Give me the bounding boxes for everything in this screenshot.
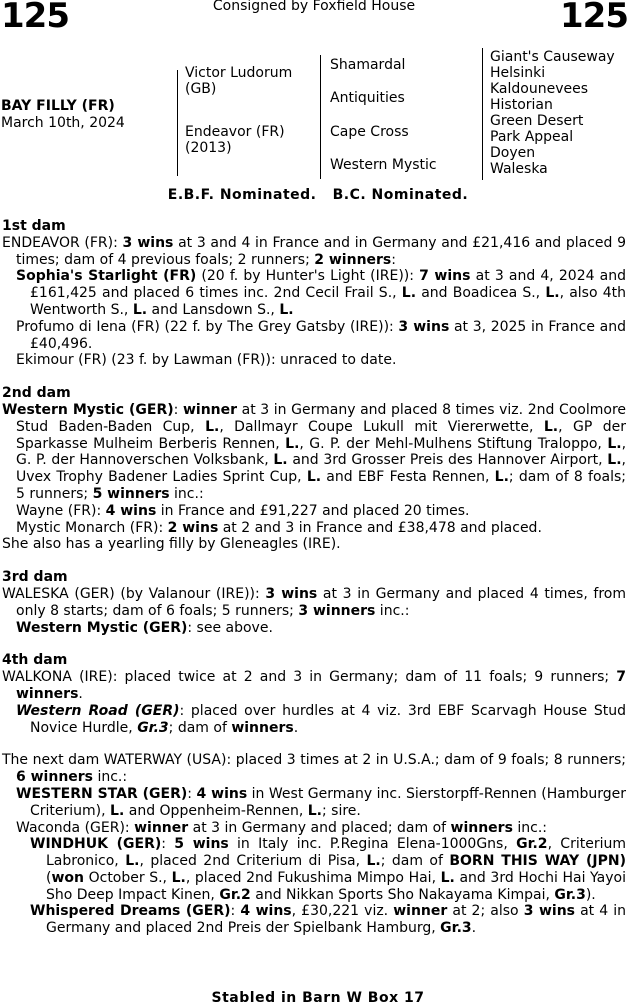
grandparent-1: Shamardal [330,57,406,73]
horse-name: BAY FILLY (FR) [1,98,115,114]
grandparent-2: Antiquities [330,90,405,106]
great-grandparent-7: Doyen [490,145,536,161]
stabling-info: Stabled in Barn W Box 17 [211,990,425,1006]
lot-number-left: 125 [1,0,69,36]
fourth-dam-heading: 4th dam [2,652,68,669]
horse-dob: March 10th, 2024 [1,115,125,131]
third-dam-entry: WALESKA (GER) (by Valanour (IRE)): 3 wins at 3 in Germany and placed 4 times, from only 8 starts; dam of 6 foals; 5 runners; 3 winners inc.: [2,585,627,619]
second-dam-heading: 2nd dam [2,385,71,402]
grandparent-4: Western Mystic [330,157,437,173]
great-grandparent-1: Giant's Causeway [490,49,615,65]
produce-entry: Western Mystic (GER): see above. [16,619,273,636]
first-dam-entry: ENDEAVOR (FR): 3 wins at 3 and 4 in France and in Germany and £21,416 and placed 9 times; dam of 4 previous foals; 2 runners; 2 winners: [2,234,626,268]
fourth-dam-entry: WALKONA (IRE): placed twice at 2 and 3 in Germany; dam of 11 foals; 9 runners; 7 winners. [2,669,626,702]
second-dam-entry: Western Mystic (GER): winner at 3 in Germany and placed 8 times viz. 2nd Coolmore Stud Baden-Baden Cup, L., Dallmayr Coupe Lukull mit Viererwette, L., GP der Sparkasse Mulheim Berberis Rennen, L., G. P. der Mehl-Mulhens Stiftung Traloppo, L., G. P. der Hannoverschen Volksbank, L. and 3rd Grosser Preis des Hannover Airport, L., Uvex Trophy Badener Ladies Sprint Cup, L. and EBF Festa Rennen, L.; dam of 8 foals; 5 runners; 5 winners inc.: [2,401,627,502]
produce-entry: Profumo di Iena (FR) (22 f. by The Grey Gatsby (IRE)): 3 wins at 3, 2025 in France and £40,496. [16,318,626,352]
pedigree-divider-2 [320,55,321,179]
dam [185,124,285,156]
produce-entry: WINDHUK (GER): 5 wins in Italy inc. P.Regina Elena-1000Gns, Gr.2, Criterium Labronico, L., placed 2nd Criterium di Pisa, L.; dam of BORN THIS WAY (JPN) (won October S., L., placed 2nd Fukushima Mimpo Hai, L. and 3rd Hochi Hai Yayoi Sho Deep Impact Kinen, Gr.2 and Nikkan Sports Sho Nakayama Kimpai, Gr.3). [30,836,627,903]
produce-entry: Wayne (FR): 4 wins in France and £91,227 and placed 20 times. [16,502,470,519]
great-grandparent-5: Green Desert [490,113,584,129]
sire [185,65,292,97]
produce-entry: Sophia's Starlight (FR) (20 f. by Hunter's Light (IRE)): 7 wins at 3 and 4, 2024 and £161,425 and placed 6 times inc. 2nd Cecil Frail S., L. and Boadicea S., L., also 4th Wentworth S., L. and Lansdown S., L. [16,268,627,318]
consignor-line: Consigned by Foxfield House [212,0,416,14]
great-grandparent-2: Helsinki [490,65,546,81]
sire-name: Victor Ludorum [185,65,293,81]
catalogue-body [2,218,626,937]
produce-entry: WESTERN STAR (GER): 4 wins in West Germany inc. Sierstorpff-Rennen (Hamburger Criterium), L. and Oppenheim-Rennen, L.; sire. [16,785,626,819]
great-grandparent-8: Waleska [490,161,548,177]
pedigree-divider-1 [177,70,178,176]
yearling-note: She also has a yearling filly by Gleneagles (IRE). [2,536,341,553]
produce-entry: Western Road (GER): placed over hurdles at 4 viz. 3rd EBF Scarvagh House Stud Novice Hurdle, Gr.3; dam of winners. [16,702,626,736]
great-grandparents [490,49,615,177]
produce-entry: Mystic Monarch (FR): 2 wins at 2 and 3 in France and £38,478 and placed. [16,519,542,536]
first-dam-heading: 1st dam [2,218,66,234]
lot-number-right: 125 [560,0,628,36]
produce-entry: Waconda (GER): winner at 3 in Germany and placed; dam of winners inc.: [16,819,547,836]
nominations: E.B.F. Nominated. B.C. Nominated. [167,187,469,203]
third-dam-heading: 3rd dam [2,569,68,586]
sire-country: (GB) [185,81,217,97]
dam-name: Endeavor (FR) [185,124,285,140]
pedigree-divider-3 [482,48,483,180]
next-dam-entry: The next dam WATERWAY (USA): placed 3 times at 2 in U.S.A.; dam of 9 foals; 8 runners; 6 winners inc.: [2,752,626,786]
great-grandparent-3: Kaldounevees [490,81,589,97]
grandparent-3: Cape Cross [330,124,409,140]
produce-entry: Whispered Dreams (GER): 4 wins, £30,221 viz. winner at 2; also 3 wins at 4 in Germany and placed 2nd Preis der Spielbank Hamburg, Gr.3. [30,903,627,937]
great-grandparent-4: Historian [490,97,553,113]
produce-entry: Ekimour (FR) (23 f. by Lawman (FR)): unraced to date. [16,352,397,369]
great-grandparent-6: Park Appeal [490,129,574,145]
dam-year: (2013) [185,140,232,156]
